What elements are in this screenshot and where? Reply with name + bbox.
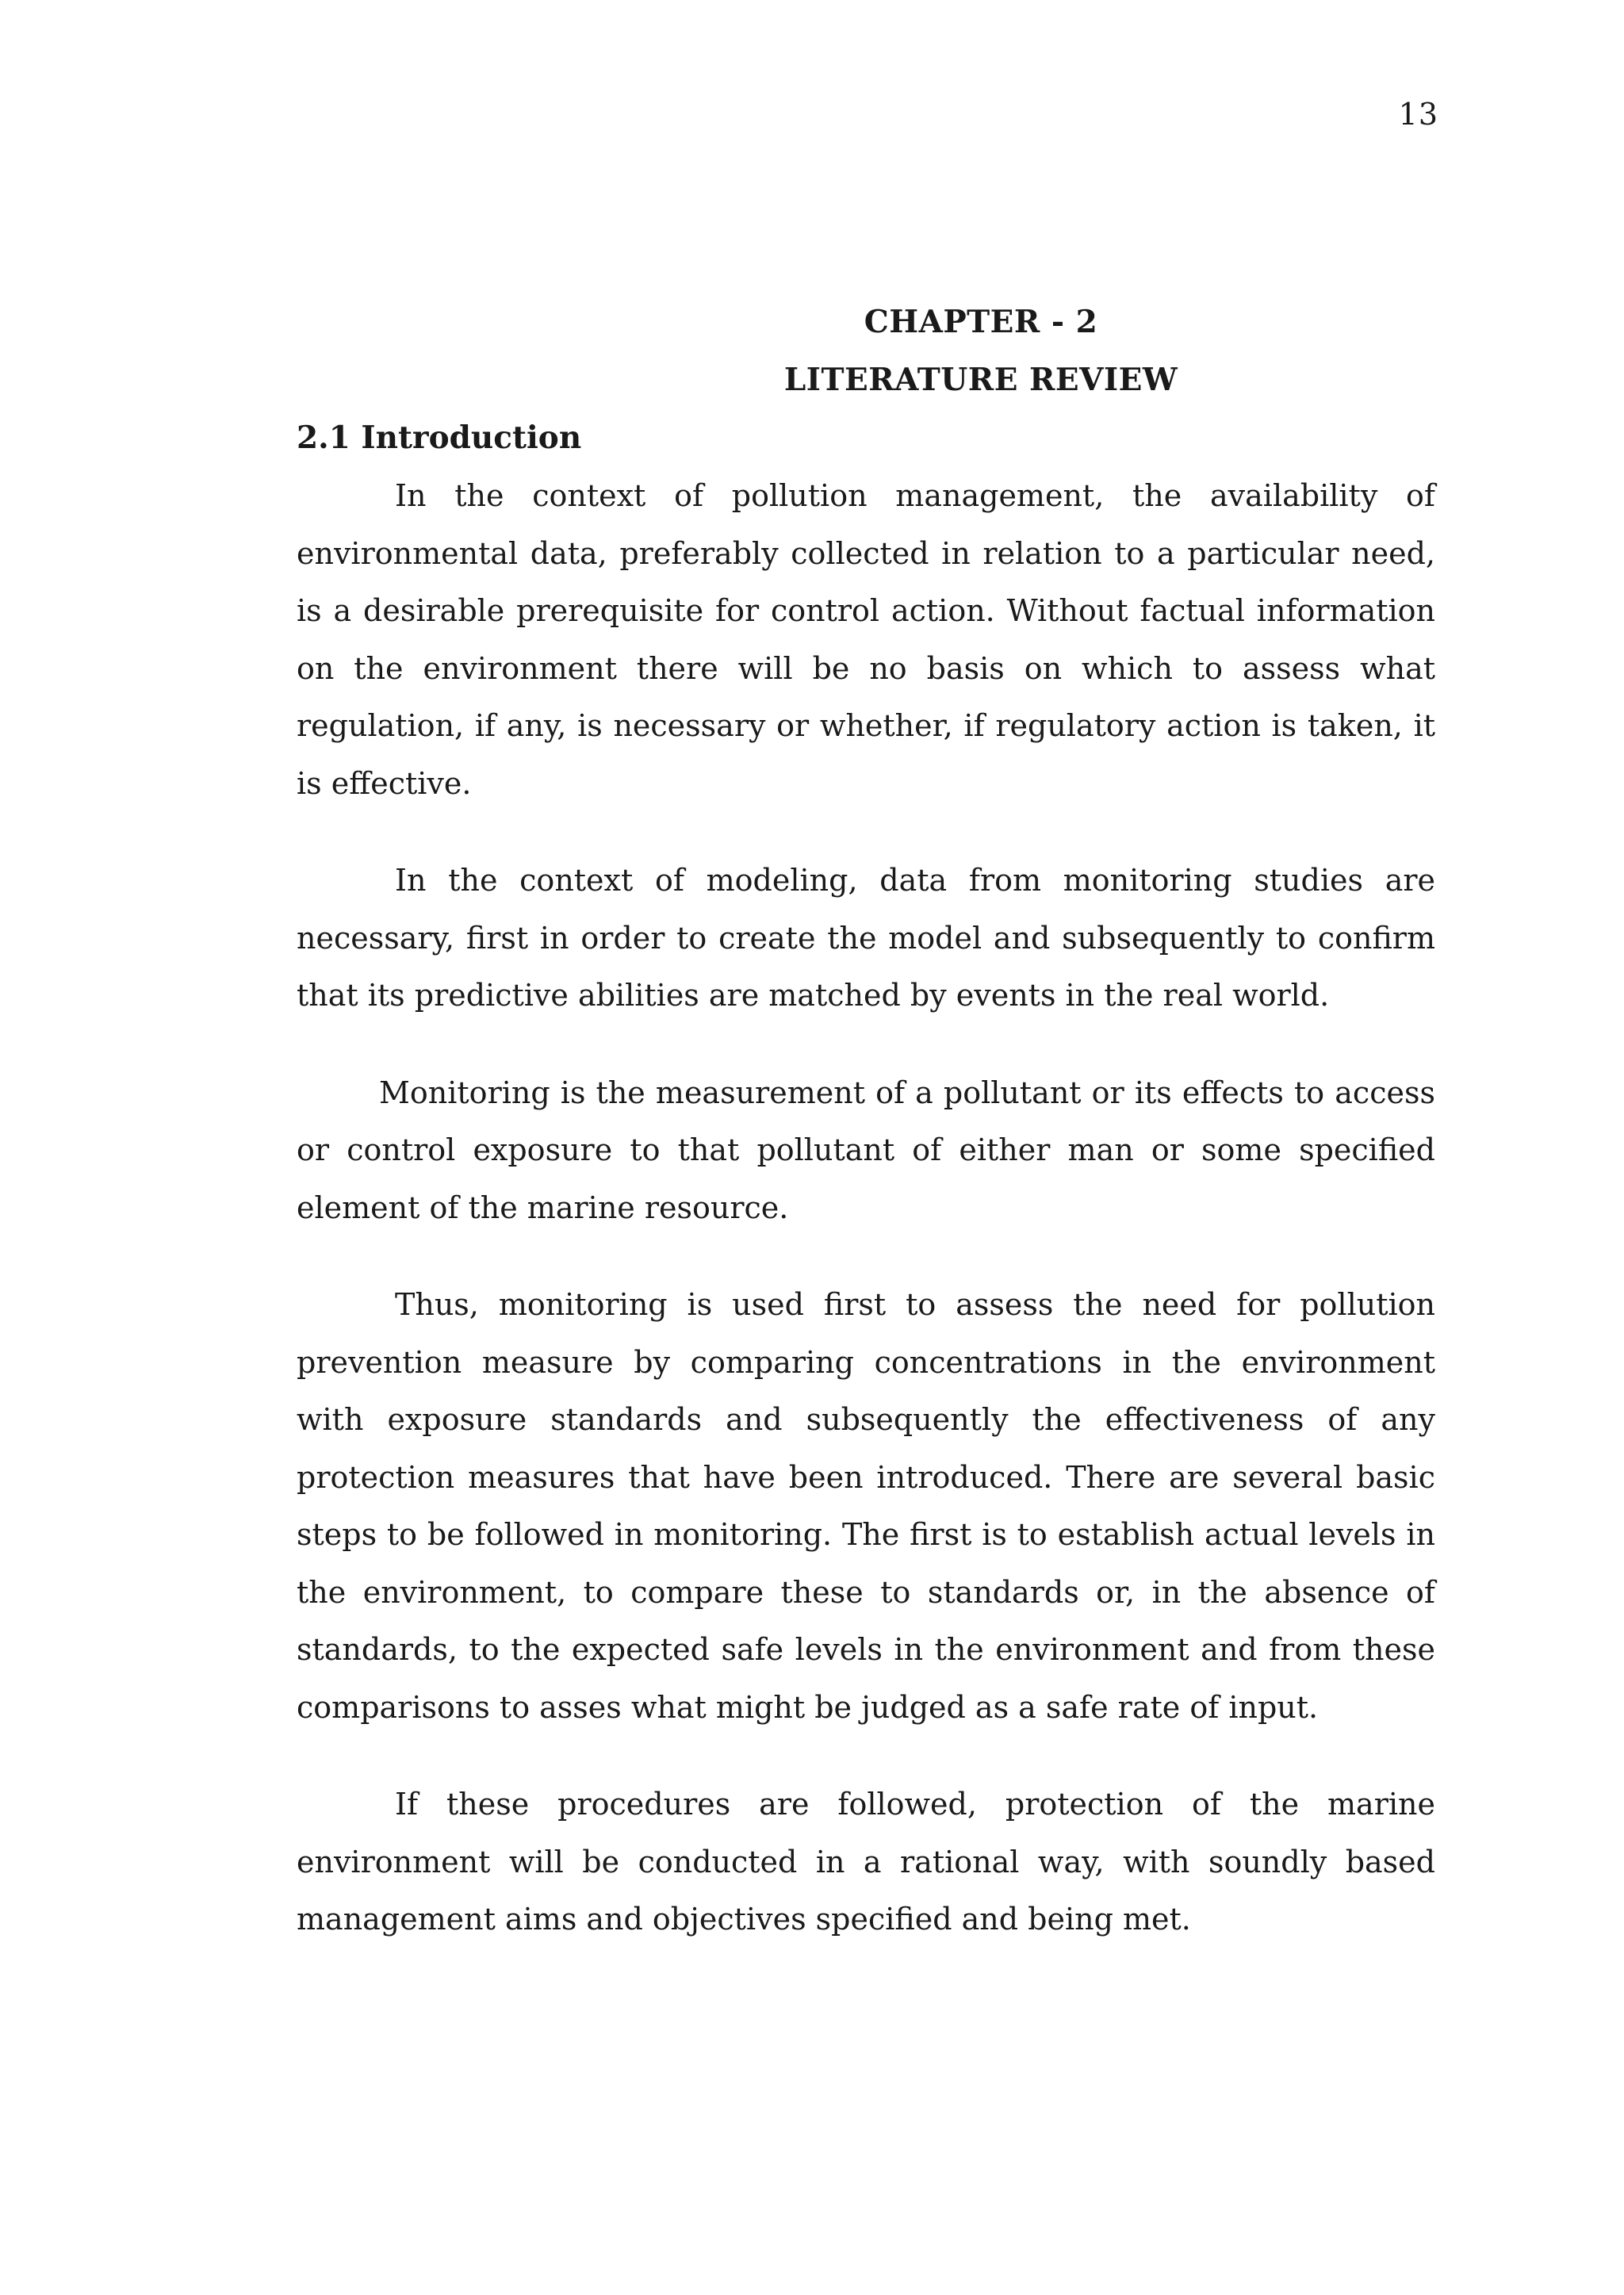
paragraph: Thus, monitoring is used first to assess the need for pollution prevention measure by comparing concentrations in the environment with exposure standards and subsequently the effectiveness of any protection measures that have been introduced. There are several basic steps to be followed in monitoring. The first is to establish actual levels in the environment, to compare these to standards or, in the absence of standards, to the expected safe levels in the environment and from these comparisons to asses what might be judged as a safe rate of input. xyxy=(297,1287,1435,1725)
paragraph: In the context of pollution management, the availability of environmental data, preferably collected in relation to a particular need, is a desirable prerequisite for control action. Without factual information on the environment there will be no basis on which to assess what regulation, if any, is necessary or whether, if regulatory action is taken, it is effective. xyxy=(297,478,1435,801)
paragraph: In the context of modeling, data from monitoring studies are necessary, first in order to create the model and subsequently to confirm that its predictive abilities are matched by events in the real world. xyxy=(297,863,1435,1013)
section-title: 2.1 Introduction xyxy=(297,420,582,456)
paragraph: Monitoring is the measurement of a pollutant or its effects to access or control exposure to that pollutant of either man or some specified element of the marine resource. xyxy=(297,1075,1435,1225)
page-number: 13 xyxy=(1398,97,1438,132)
chapter-label: CHAPTER - 2 xyxy=(864,304,1098,340)
page-content xyxy=(297,293,1435,1948)
paragraph: If these procedures are followed, protection of the marine environment will be conducted in a rational way, with soundly based management aims and objectives specified and being met. xyxy=(297,1787,1435,1937)
chapter-title: LITERATURE REVIEW xyxy=(783,362,1178,398)
